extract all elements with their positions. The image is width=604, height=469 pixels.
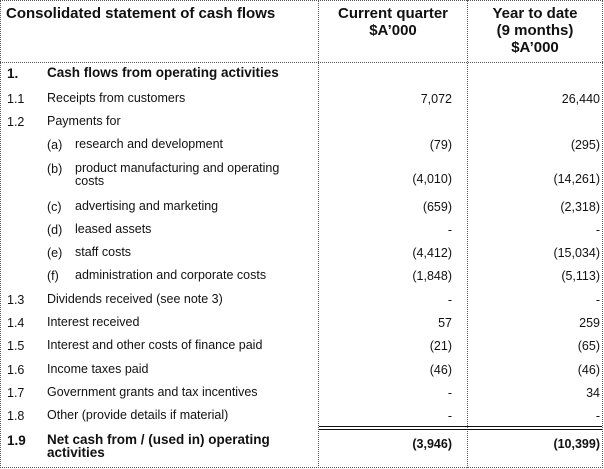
row-label: research and development <box>75 137 224 151</box>
year-to-date-value: 34 <box>586 386 600 400</box>
right-border <box>602 0 603 468</box>
row-label: administration and corporate costs <box>75 268 267 282</box>
row-label: Payments for <box>47 114 121 128</box>
year-to-date-value: (2,318) <box>560 200 600 214</box>
row-number: 1.9 <box>7 433 26 448</box>
row-number: 1.6 <box>7 363 25 377</box>
year-to-date-value: (65) <box>577 339 600 353</box>
current-quarter-value: 57 <box>438 316 452 330</box>
total-line-1 <box>319 426 602 427</box>
column-divider-2 <box>467 0 468 468</box>
row-label: Interest and other costs of finance paid <box>47 338 263 352</box>
row-number: 1.5 <box>7 339 25 353</box>
current-quarter-value: (21) <box>429 339 452 353</box>
top-border <box>0 0 603 1</box>
row-number: 1.4 <box>7 316 25 330</box>
row-label: product manufacturing and operating costs <box>75 161 280 188</box>
current-quarter-total: (3,946) <box>412 437 452 451</box>
current-quarter-unit: $A’000 <box>369 22 417 39</box>
year-to-date-total: (10,399) <box>553 437 600 451</box>
sub-item-letter: (e) <box>47 246 63 260</box>
sub-item-letter: (d) <box>47 223 63 237</box>
row-label: advertising and marketing <box>75 199 219 213</box>
current-quarter-value: - <box>447 386 452 400</box>
total-line-2 <box>319 429 602 430</box>
year-to-date-value: 259 <box>579 316 600 330</box>
statement-title: Consolidated statement of cash flows <box>6 5 276 22</box>
year-to-date-unit: $A’000 <box>511 39 559 56</box>
row-label: Receipts from customers <box>47 91 186 105</box>
header-divider <box>0 62 603 63</box>
sub-item-letter: (c) <box>47 200 62 214</box>
row-number: 1. <box>7 66 19 81</box>
row-label: leased assets <box>75 222 152 236</box>
left-border <box>0 0 1 468</box>
column-divider-1 <box>318 0 319 468</box>
year-to-date-value: (15,034) <box>553 246 600 260</box>
row-number: 1.7 <box>7 386 25 400</box>
row-number: 1.8 <box>7 409 25 423</box>
year-to-date-value: (46) <box>577 363 600 377</box>
row-label: Other (provide details if material) <box>47 408 229 422</box>
sub-item-letter: (b) <box>47 162 63 176</box>
row-label: Income taxes paid <box>47 362 149 376</box>
row-label: Cash flows from operating activities <box>47 65 279 80</box>
current-quarter-value: (4,412) <box>412 246 452 260</box>
row-label: Dividends received (see note 3) <box>47 292 223 306</box>
current-quarter-value: - <box>447 223 452 237</box>
current-quarter-value: - <box>447 409 452 423</box>
bottom-border <box>0 467 603 468</box>
year-to-date-value: - <box>595 223 600 237</box>
current-quarter-value: (1,848) <box>412 269 452 283</box>
year-to-date-value: (295) <box>570 138 600 152</box>
current-quarter-value: (46) <box>429 363 452 377</box>
row-label: Net cash from / (used in) operating activities <box>47 432 270 460</box>
row-number: 1.2 <box>7 115 25 129</box>
current-quarter-label: Current quarter <box>337 5 449 22</box>
year-to-date-label: Year to date <box>492 5 578 22</box>
year-to-date-value: - <box>595 293 600 307</box>
year-to-date-value: 26,440 <box>561 92 600 106</box>
year-to-date-header <box>468 5 602 56</box>
sub-item-letter: (f) <box>47 269 59 283</box>
current-quarter-value: (659) <box>422 200 452 214</box>
year-to-date-value: (14,261) <box>553 172 600 186</box>
current-quarter-value: (4,010) <box>412 172 452 186</box>
year-to-date-value: - <box>595 409 600 423</box>
row-label: Interest received <box>47 315 140 329</box>
row-number: 1.1 <box>7 92 25 106</box>
row-label: staff costs <box>75 245 132 259</box>
row-label: Government grants and tax incentives <box>47 385 258 399</box>
year-to-date-value: (5,113) <box>561 269 600 283</box>
current-quarter-value: - <box>447 293 452 307</box>
row-number: 1.3 <box>7 293 25 307</box>
current-quarter-header <box>319 5 467 39</box>
current-quarter-value: 7,072 <box>420 92 452 106</box>
year-to-date-period: (9 months) <box>496 22 574 39</box>
current-quarter-value: (79) <box>429 138 452 152</box>
sub-item-letter: (a) <box>47 138 63 152</box>
